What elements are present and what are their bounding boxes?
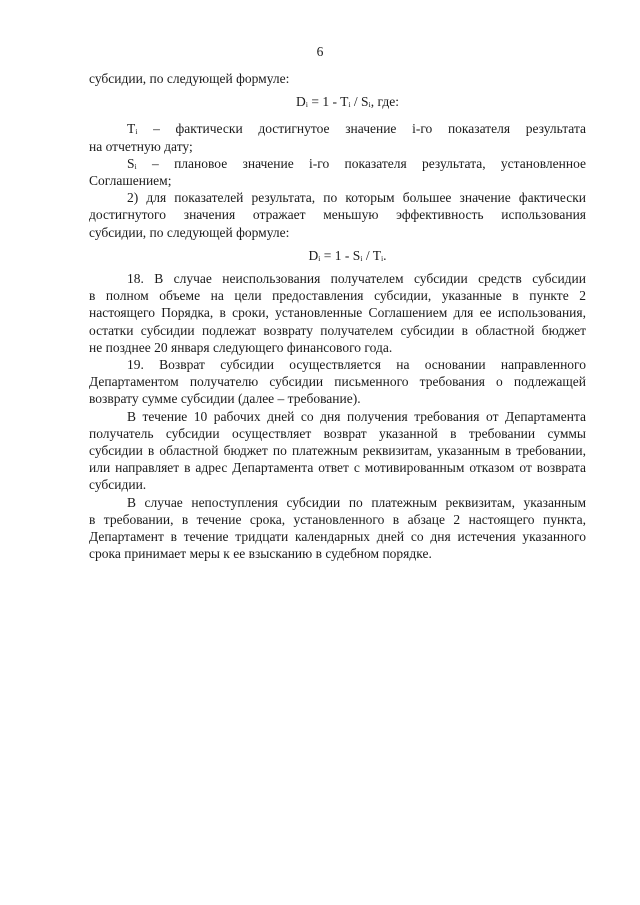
document-body	[89, 70, 586, 562]
text-line: В случае непоступления субсидии по платежным реквизитам, указанным	[127, 494, 586, 510]
text-line: Sᵢ – плановое значение i-го показателя результата, установленное	[127, 155, 586, 171]
text-line: Соглашением;	[89, 173, 172, 189]
text-line: 19. Возврат субсидии осуществляется на основании направленного	[127, 357, 586, 373]
text-line: настоящего Порядка, в сроки, установленные Соглашением для ее использования,	[89, 305, 586, 321]
text-line: субсидии.	[89, 477, 147, 493]
text-line: не позднее 20 января следующего финансового года.	[89, 339, 393, 355]
formula-increase: Dᵢ = 1 - Sᵢ / Tᵢ.	[308, 247, 387, 263]
page-number: 6	[316, 44, 324, 59]
text-line: 18. В случае неиспользования получателем субсидии средств субсидии	[127, 271, 586, 287]
text-line: остатки субсидии подлежат возврату получателем субсидии в областной бюджет	[89, 322, 586, 338]
text-line: возврату сумме субсидии (далее – требование).	[89, 391, 361, 407]
text-line: срока принимает меры к ее взысканию в судебном порядке.	[89, 546, 432, 562]
text-line: на отчетную дату;	[89, 138, 193, 154]
text-line: Tᵢ – фактически достигнутое значение i-го показателя результата	[127, 121, 586, 137]
formula-decrease: Dᵢ = 1 - Tᵢ / Sᵢ, где:	[296, 94, 399, 110]
text-line: или направляет в адрес Департамента ответ с мотивированным отказом от возврата	[89, 460, 586, 476]
text-line: субсидии, по следующей формуле:	[89, 71, 290, 86]
text-line: 2) для показателей результата, по которым большее значение фактически	[127, 190, 586, 206]
text-line: получатель субсидии осуществляет возврат указанной в требовании суммы	[89, 425, 586, 441]
text-line: Департамент в течение тридцати календарных дней со дня истечения указанного	[89, 529, 586, 545]
text-line: в требовании, в течение срока, установленного в абзаце 2 настоящего пункта,	[89, 511, 586, 527]
text-line: субсидии в областной бюджет по платежным реквизитам, указанным в требовании,	[89, 443, 586, 459]
paragraph-19-court	[89, 494, 586, 563]
text-line: Департаментом получателю субсидии письменного требования о подлежащей	[89, 374, 586, 390]
definition-s	[89, 155, 586, 189]
paragraph-19	[89, 356, 586, 408]
text-line: достигнутого значения отражает меньшую эффективность использования	[89, 207, 586, 223]
intro-paragraph	[89, 70, 586, 87]
text-line: в полном объеме на цели предоставления субсидии, указанные в пункте 2	[89, 288, 586, 304]
text-line: субсидии, по следующей формуле:	[89, 224, 290, 240]
definition-t	[89, 120, 586, 154]
paragraph-19-deadline	[89, 408, 586, 494]
paragraph-18	[89, 270, 586, 356]
item-2-paragraph	[89, 189, 586, 241]
text-line: В течение 10 рабочих дней со дня получения требования от Департамента	[127, 408, 586, 424]
